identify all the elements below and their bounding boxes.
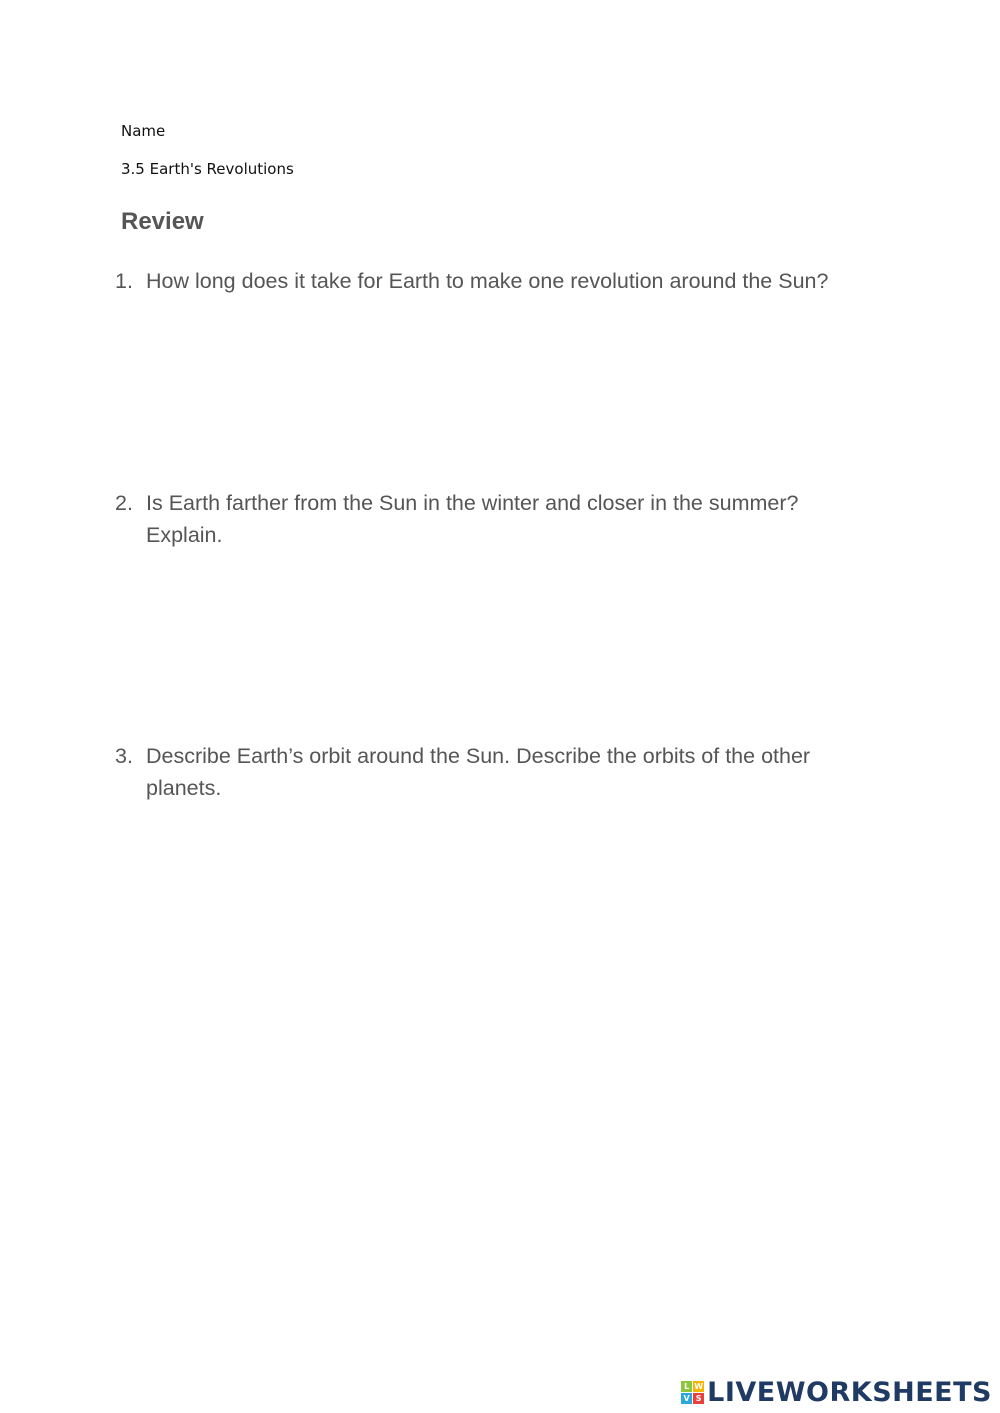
liveworksheets-wordmark: LIVEWORKSHEETS — [707, 1376, 992, 1408]
liveworksheets-logo-icon — [681, 1381, 704, 1404]
question-text: How long does it take for Earth to make one revolution around the Sun? — [146, 269, 829, 293]
section-heading: Review — [121, 208, 204, 235]
logo-tile: L — [681, 1381, 692, 1392]
question-item — [115, 265, 875, 297]
question-item — [115, 487, 875, 551]
logo-tile: V — [681, 1393, 692, 1404]
question-item — [115, 740, 875, 804]
liveworksheets-brand — [681, 1375, 992, 1409]
logo-tile: S — [693, 1393, 704, 1404]
question-number: 2. — [115, 491, 133, 515]
question-number: 3. — [115, 744, 133, 768]
question-text: Is Earth farther from the Sun in the winter and closer in the summer? Explain. — [146, 491, 799, 547]
question-number: 1. — [115, 269, 133, 293]
question-text: Describe Earth’s orbit around the Sun. Describe the orbits of the other planets. — [146, 744, 811, 800]
worksheet-subtitle: 3.5 Earth's Revolutions — [121, 160, 294, 178]
name-label: Name — [121, 122, 166, 140]
logo-tile: W — [694, 1381, 704, 1391]
